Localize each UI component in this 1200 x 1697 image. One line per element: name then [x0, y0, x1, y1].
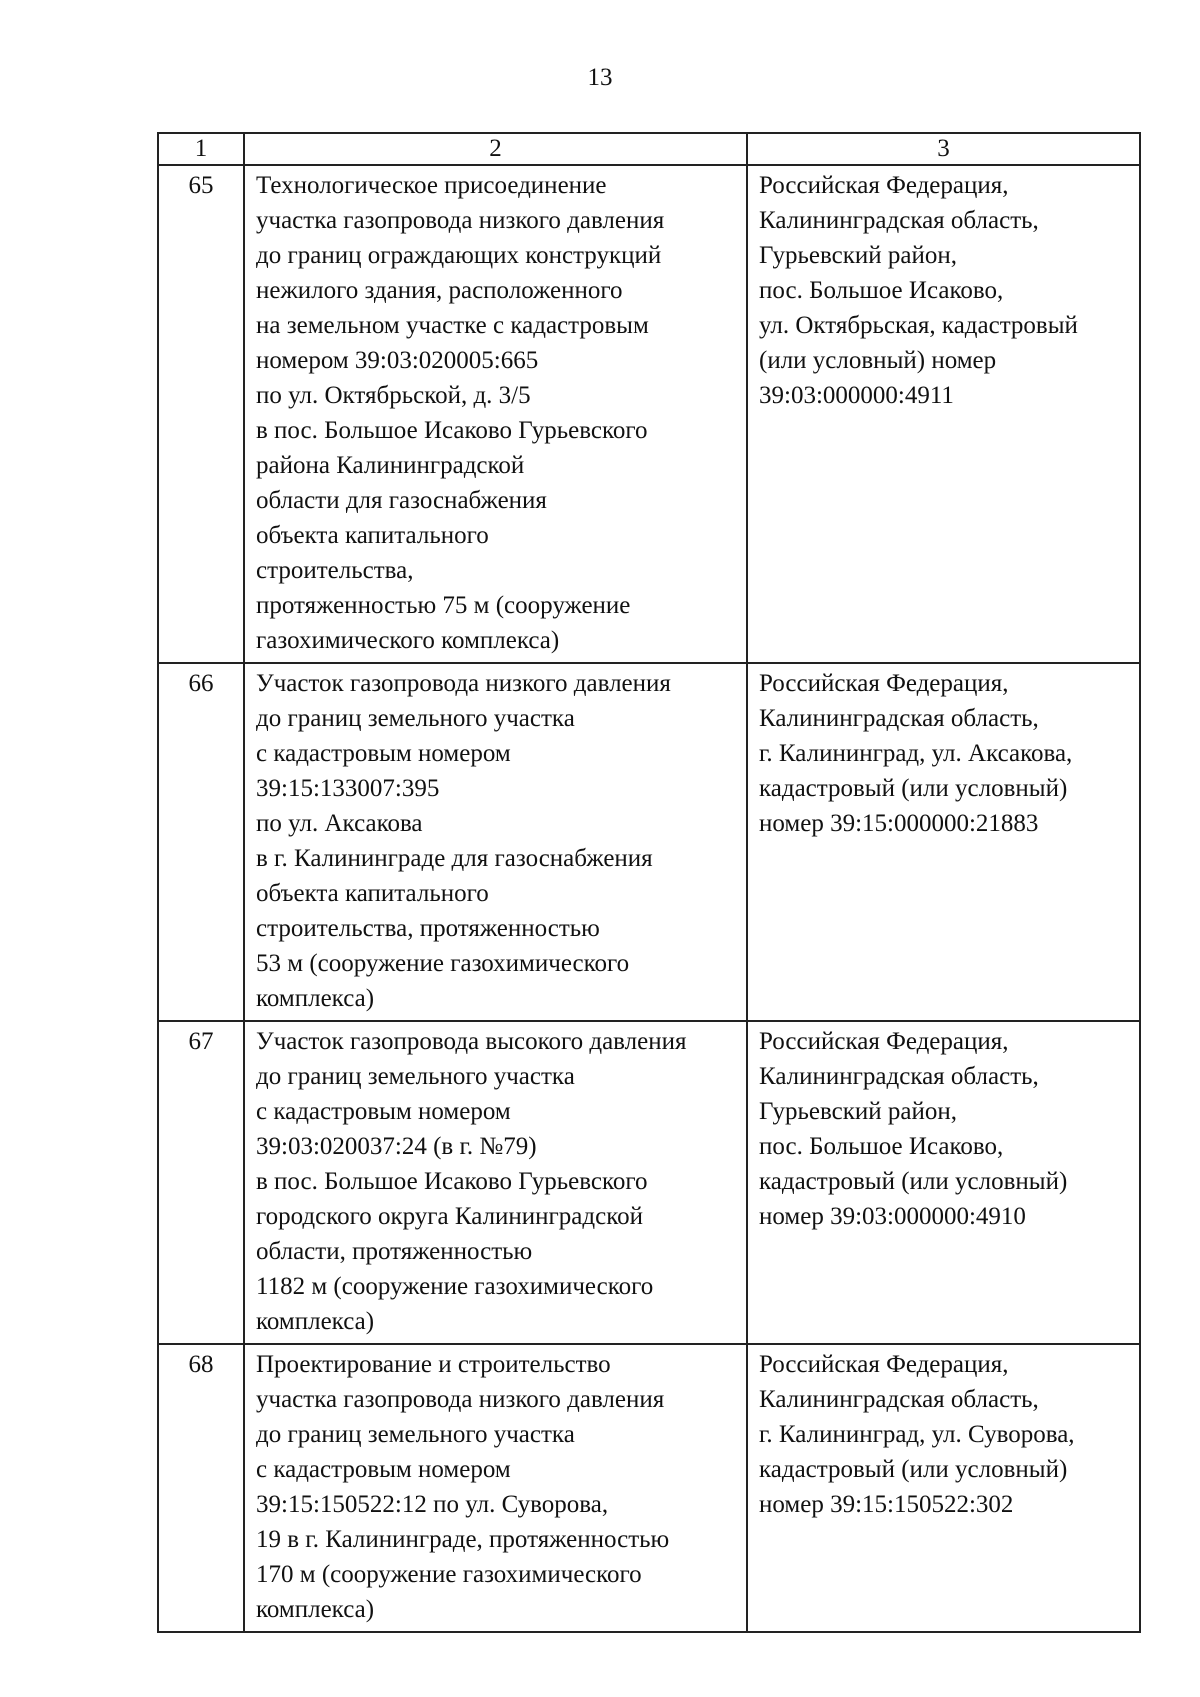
address-line: Калининградская область,	[759, 705, 1039, 732]
description-cell	[244, 1344, 747, 1632]
description-line: с кадастровым номером	[256, 740, 511, 767]
description-line: номером 39:03:020005:665	[256, 347, 539, 374]
description-line: Технологическое присоединение	[256, 172, 607, 199]
description-cell	[244, 663, 747, 1021]
description-line: в пос. Большое Исаково Гурьевского	[256, 1168, 648, 1195]
description-line: на земельном участке с кадастровым	[256, 312, 649, 339]
row-number: 67	[158, 1021, 244, 1344]
registry-table	[157, 132, 1141, 1633]
description-line: по ул. Октябрьской, д. 3/5	[256, 382, 531, 409]
description-line: комплекса)	[256, 1308, 375, 1335]
address-line: Российская Федерация,	[759, 172, 1009, 199]
description-line: области, протяженностью	[256, 1238, 533, 1265]
address-line: Калининградская область,	[759, 1063, 1039, 1090]
address-line: Российская Федерация,	[759, 1351, 1009, 1378]
address-line: Гурьевский район,	[759, 242, 958, 269]
description-line: до границ ограждающих конструкций	[256, 242, 662, 269]
address-line: номер 39:15:000000:21883	[759, 810, 1039, 837]
description-line: Участок газопровода высокого давления	[256, 1028, 687, 1055]
address-line: кадастровый (или условный)	[759, 775, 1068, 802]
description-line: в г. Калининграде для газоснабжения	[256, 845, 653, 872]
description-line: строительства, протяженностью	[256, 915, 600, 942]
row-number: 65	[158, 165, 244, 663]
description-line: объекта капитального	[256, 880, 489, 907]
address-line: Российская Федерация,	[759, 1028, 1009, 1055]
description-line: с кадастровым номером	[256, 1456, 511, 1483]
address-cell	[747, 1021, 1140, 1344]
address-line: номер 39:15:150522:302	[759, 1491, 1014, 1518]
description-line: 39:15:133007:395	[256, 775, 440, 802]
address-line: Калининградская область,	[759, 207, 1039, 234]
description-line: участка газопровода низкого давления	[256, 207, 665, 234]
description-line: до границ земельного участка	[256, 1421, 575, 1448]
description-line: 53 м (сооружение газохимического	[256, 950, 630, 977]
description-line: строительства,	[256, 557, 414, 584]
table-row	[158, 663, 1140, 1021]
address-line: (или условный) номер	[759, 347, 997, 374]
description-line: Проектирование и строительство	[256, 1351, 611, 1378]
table-row	[158, 165, 1140, 663]
description-line: области для газоснабжения	[256, 487, 547, 514]
description-line: комплекса)	[256, 1596, 375, 1623]
description-line: с кадастровым номером	[256, 1098, 511, 1125]
description-line: протяженностью 75 м (сооружение	[256, 592, 631, 619]
header-cell-3: 3	[747, 133, 1140, 165]
address-line: кадастровый (или условный)	[759, 1456, 1068, 1483]
table-body	[158, 133, 1140, 1632]
description-line: нежилого здания, расположенного	[256, 277, 623, 304]
address-line: кадастровый (или условный)	[759, 1168, 1068, 1195]
description-line: до границ земельного участка	[256, 705, 575, 732]
address-line: ул. Октябрьская, кадастровый	[759, 312, 1078, 339]
address-line: г. Калининград, ул. Аксакова,	[759, 740, 1073, 767]
table-row	[158, 1344, 1140, 1632]
description-line: участка газопровода низкого давления	[256, 1386, 665, 1413]
description-cell	[244, 165, 747, 663]
page-number: 13	[587, 64, 613, 91]
table-row	[158, 1021, 1140, 1344]
address-line: номер 39:03:000000:4910	[759, 1203, 1026, 1230]
address-cell	[747, 1344, 1140, 1632]
row-number: 68	[158, 1344, 244, 1632]
description-line: района Калининградской	[256, 452, 525, 479]
description-line: 1182 м (сооружение газохимического	[256, 1273, 654, 1300]
description-line: 39:15:150522:12 по ул. Суворова,	[256, 1491, 609, 1518]
description-line: городского округа Калининградской	[256, 1203, 643, 1230]
description-line: 19 в г. Калининграде, протяженностью	[256, 1526, 670, 1553]
address-line: г. Калининград, ул. Суворова,	[759, 1421, 1075, 1448]
address-line: Гурьевский район,	[759, 1098, 958, 1125]
address-cell	[747, 663, 1140, 1021]
description-line: газохимического комплекса)	[256, 627, 560, 654]
description-line: 170 м (сооружение газохимического	[256, 1561, 642, 1588]
description-cell	[244, 1021, 747, 1344]
description-line: 39:03:020037:24 (в г. №79)	[256, 1133, 537, 1160]
address-line: Российская Федерация,	[759, 670, 1009, 697]
description-line: комплекса)	[256, 985, 375, 1012]
address-line: Калининградская область,	[759, 1386, 1039, 1413]
header-cell-2: 2	[244, 133, 747, 165]
description-line: объекта капитального	[256, 522, 489, 549]
description-line: до границ земельного участка	[256, 1063, 575, 1090]
description-line: в пос. Большое Исаково Гурьевского	[256, 417, 648, 444]
address-cell	[747, 165, 1140, 663]
address-line: 39:03:000000:4911	[759, 382, 954, 409]
header-cell-1: 1	[158, 133, 244, 165]
address-line: пос. Большое Исаково,	[759, 1133, 1004, 1160]
description-line: Участок газопровода низкого давления	[256, 670, 671, 697]
table-header-row	[158, 133, 1140, 165]
row-number: 66	[158, 663, 244, 1021]
description-line: по ул. Аксакова	[256, 810, 423, 837]
address-line: пос. Большое Исаково,	[759, 277, 1004, 304]
